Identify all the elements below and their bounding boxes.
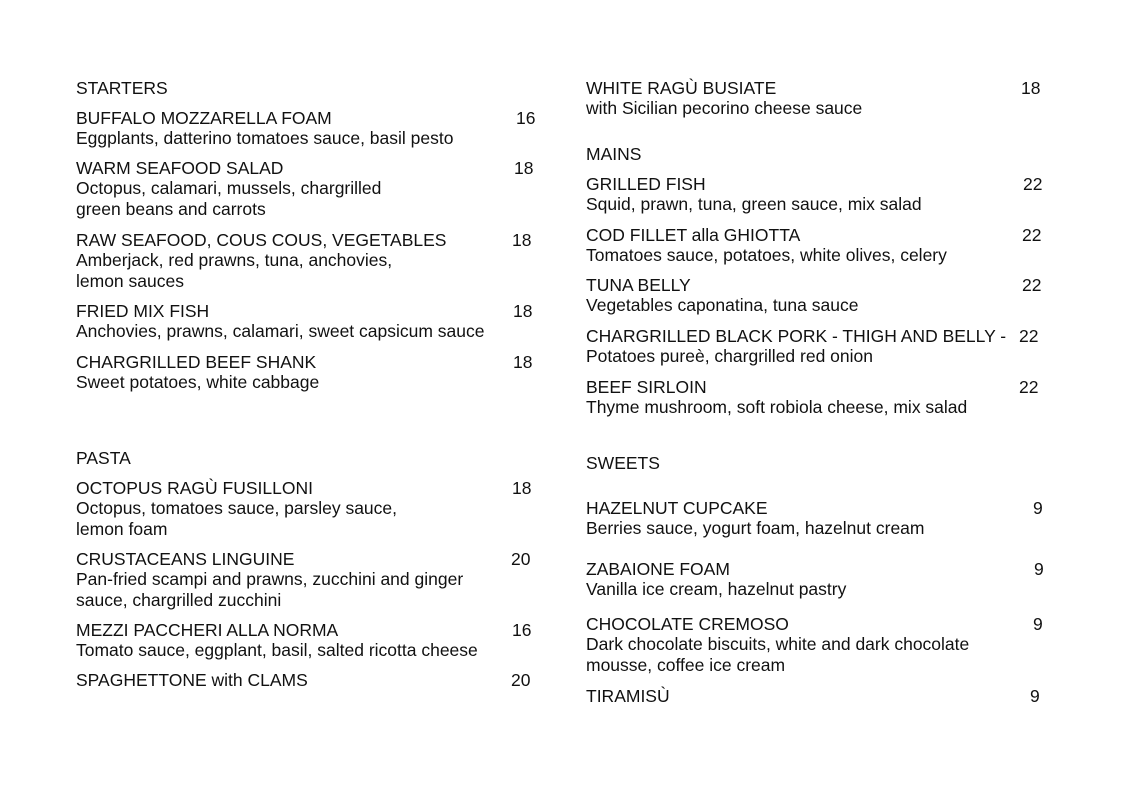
menu-item (586, 559, 1048, 600)
menu-item-description: Squid, prawn, tuna, green sauce, mix salad (586, 194, 922, 214)
menu-item-price: 16 (516, 108, 536, 128)
menu-item-name: CHARGRILLED BLACK PORK - THIGH AND BELLY - (586, 326, 1007, 346)
menu-item-name: GRILLED FISH (586, 174, 706, 194)
menu-item (76, 352, 538, 393)
section-title-starters: STARTERS (76, 78, 168, 98)
menu-item (586, 326, 1048, 367)
menu-item-name: FRIED MIX FISH (76, 301, 210, 321)
menu-item-price: 18 (1021, 78, 1041, 98)
menu-item (586, 498, 1048, 539)
menu-item-price: 9 (1030, 686, 1040, 706)
menu-item-description: Sweet potatoes, white cabbage (76, 372, 320, 392)
menu-item-price: 18 (513, 352, 533, 372)
menu-item-price: 22 (1019, 377, 1039, 397)
menu-item-name: BEEF SIRLOIN (586, 377, 707, 397)
menu-item (76, 478, 538, 539)
menu-item-price: 22 (1022, 225, 1042, 245)
menu-item (586, 225, 1048, 266)
menu-item-description: Potatoes pureè, chargrilled red onion (586, 346, 873, 366)
menu-item-price: 22 (1019, 326, 1039, 346)
menu-item (586, 275, 1048, 316)
menu-item-name: CHARGRILLED BEEF SHANK (76, 352, 317, 372)
menu-item (76, 108, 538, 149)
menu-item-description: Vanilla ice cream, hazelnut pastry (586, 579, 847, 599)
menu-item-name: CHOCOLATE CREMOSO (586, 614, 789, 634)
menu-item-name: MEZZI PACCHERI ALLA NORMA (76, 620, 339, 640)
section-title-mains: MAINS (586, 144, 642, 164)
menu-item-price: 16 (512, 620, 532, 640)
menu-item-description: with Sicilian pecorino cheese sauce (586, 98, 863, 118)
menu-item-name: OCTOPUS RAGÙ FUSILLONI (76, 478, 313, 498)
menu-item (76, 549, 538, 610)
menu-item (586, 614, 1048, 675)
menu-item-description: Octopus, tomatoes sauce, parsley sauce, lemon foam (76, 498, 397, 539)
menu-item (76, 230, 538, 291)
section-title-sweets: SWEETS (586, 453, 660, 473)
menu-item-name: RAW SEAFOOD, COUS COUS, VEGETABLES (76, 230, 447, 250)
menu-item (76, 670, 538, 690)
menu-item (76, 620, 538, 661)
menu-item-price: 20 (511, 549, 531, 569)
menu-item-description: Dark chocolate biscuits, white and dark chocolate mousse, coffee ice cream (586, 634, 970, 675)
menu-item-name: WARM SEAFOOD SALAD (76, 158, 284, 178)
menu-item-price: 22 (1023, 174, 1043, 194)
menu-item-description: Berries sauce, yogurt foam, hazelnut cream (586, 518, 925, 538)
menu-item-description: Anchovies, prawns, calamari, sweet capsicum sauce (76, 321, 485, 341)
menu-item-price: 9 (1033, 498, 1043, 518)
menu-item (586, 78, 1048, 119)
menu-item-price: 22 (1022, 275, 1042, 295)
menu-item-name: ZABAIONE FOAM (586, 559, 730, 579)
menu-item-description: Tomatoes sauce, potatoes, white olives, celery (586, 245, 947, 265)
menu-item (76, 158, 538, 219)
menu-item-name: COD FILLET alla GHIOTTA (586, 225, 801, 245)
menu-item-price: 9 (1033, 614, 1043, 634)
menu-item-description: Octopus, calamari, mussels, chargrilled green beans and carrots (76, 178, 382, 219)
menu-item-description: Pan-fried scampi and prawns, zucchini and ginger sauce, chargrilled zucchini (76, 569, 464, 610)
menu-item-name: TIRAMISÙ (586, 686, 670, 706)
menu-item-name: CRUSTACEANS LINGUINE (76, 549, 295, 569)
menu-item (76, 301, 538, 342)
menu-item (586, 174, 1048, 215)
menu-item-price: 18 (512, 230, 532, 250)
menu-item-name: TUNA BELLY (586, 275, 691, 295)
menu-item-name: WHITE RAGÙ BUSIATE (586, 78, 777, 98)
menu-item (586, 377, 1048, 418)
menu-item-description: Eggplants, datterino tomatoes sauce, basil pesto (76, 128, 454, 148)
menu-item-description: Vegetables caponatina, tuna sauce (586, 295, 859, 315)
menu-item-description: Amberjack, red prawns, tuna, anchovies, lemon sauces (76, 250, 393, 291)
menu-item-price: 18 (512, 478, 532, 498)
menu-item-description: Thyme mushroom, soft robiola cheese, mix salad (586, 397, 968, 417)
menu-item-price: 18 (514, 158, 534, 178)
menu-item-price: 18 (513, 301, 533, 321)
menu-item-price: 9 (1034, 559, 1044, 579)
menu-item-name: SPAGHETTONE with CLAMS (76, 670, 308, 690)
menu-item-name: HAZELNUT CUPCAKE (586, 498, 768, 518)
menu-item-name: BUFFALO MOZZARELLA FOAM (76, 108, 332, 128)
menu-item (586, 686, 1048, 706)
menu-item-price: 20 (511, 670, 531, 690)
menu-item-description: Tomato sauce, eggplant, basil, salted ricotta cheese (76, 640, 478, 660)
section-title-pasta: PASTA (76, 448, 131, 468)
